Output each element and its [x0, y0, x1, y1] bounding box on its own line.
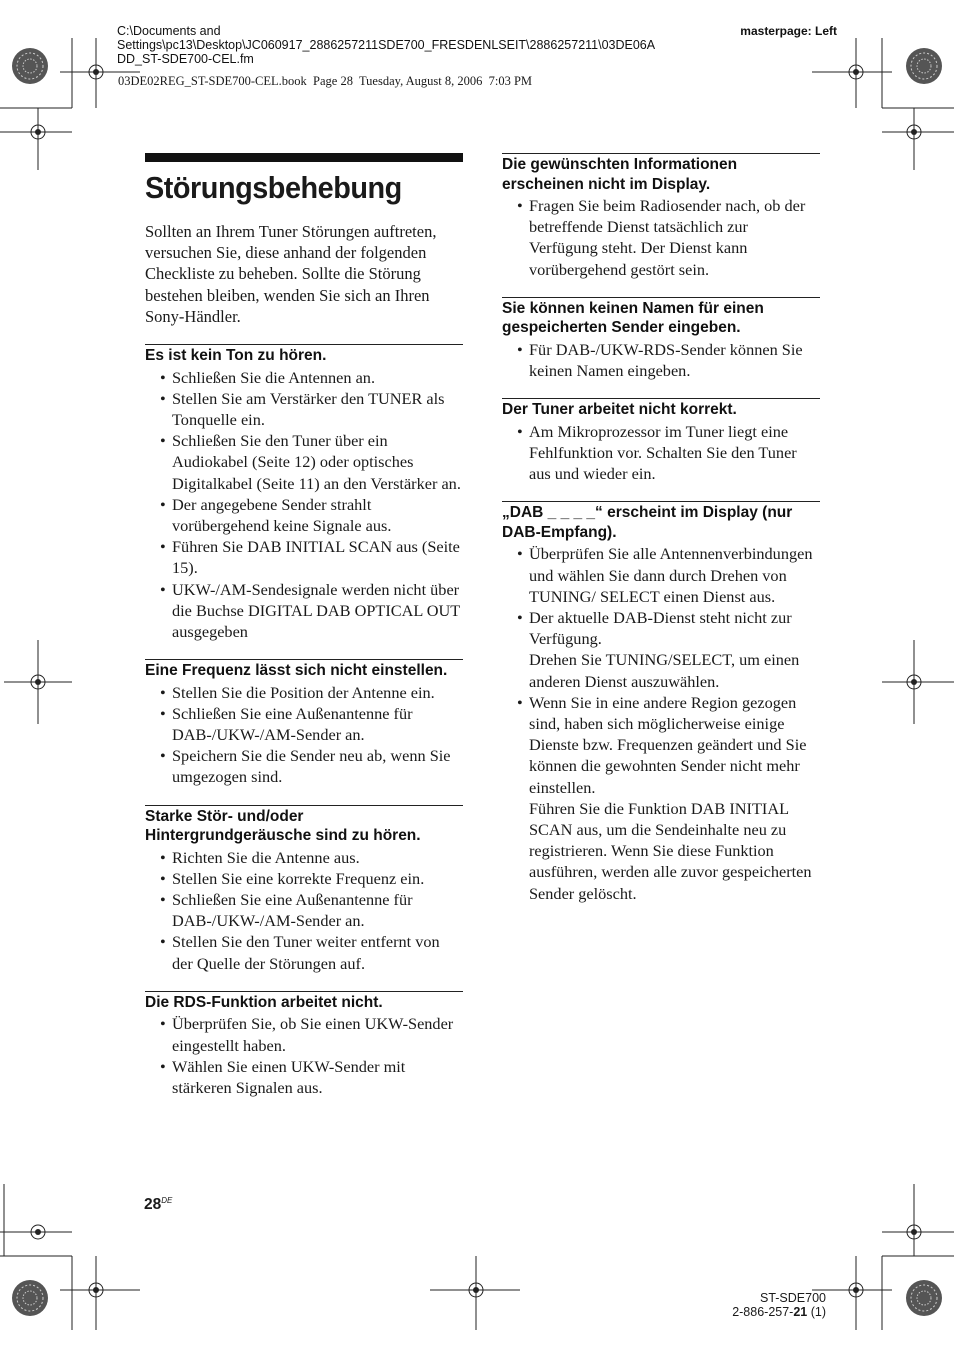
list-item [145, 745, 463, 787]
section [502, 153, 820, 280]
bullet-icon: • [160, 1014, 166, 1034]
section [502, 297, 820, 381]
list-item-text: Schließen Sie eine Außenantenne für DAB-/UKW-/AM-Sender an. [172, 703, 413, 745]
bullet-list [145, 1013, 463, 1098]
list-item-text: Speichern Sie die Sender neu ab, wenn Sie umgezogen sind. [172, 746, 451, 787]
bullet-icon: • [517, 196, 523, 215]
bullet-icon: • [160, 746, 166, 766]
list-item [145, 868, 463, 889]
section [145, 659, 463, 788]
section-heading: Der Tuner arbeitet nicht korrekt. [502, 401, 737, 419]
footer-code-suffix: (1) [807, 1305, 826, 1319]
bullet-icon: • [160, 431, 166, 451]
file-path-line: Settings\pc13\Desktop\JC060917_2886257211SDE700_FRESDENLSEIT\2886257211\03DE06A [117, 38, 656, 52]
list-item [145, 1056, 463, 1098]
list-item [502, 339, 820, 381]
list-item-text: Führen Sie die Funktion DAB INITIAL SCAN aus, um die Sendeinhalte neu zu registrieren. Wenn Sie diese Funktion ausführen, werden alle zuvor gespeicherten Sender gelöscht. [529, 798, 812, 903]
list-item-text: Der aktuelle DAB-Dienst steht nicht zur Verfügung. [529, 607, 792, 649]
bullet-list [502, 421, 820, 485]
footer-info [732, 1291, 826, 1319]
bullet-icon: • [160, 367, 166, 387]
section [502, 398, 820, 484]
bullet-list [145, 367, 463, 643]
bullet-icon: • [160, 932, 166, 952]
list-item-text: Richten Sie die Antenne aus. [172, 847, 360, 867]
right-sections [502, 153, 820, 904]
bullet-icon: • [160, 682, 166, 702]
section-heading: Es ist kein Ton zu hören. [145, 347, 327, 365]
section [145, 991, 463, 1098]
section [145, 805, 463, 974]
footer-code [732, 1305, 826, 1319]
section-heading: Starke Stör- und/oder Hintergrundgeräusche sind zu hören. [145, 807, 421, 845]
list-item [145, 889, 463, 931]
list-item [502, 195, 820, 280]
list-item [145, 430, 463, 494]
bullet-icon: • [160, 494, 166, 514]
right-column [502, 137, 820, 904]
footer-code-prefix: 2-886-257- [732, 1305, 794, 1319]
page-number [144, 1196, 172, 1214]
section-heading: Die RDS-Funktion arbeitet nicht. [145, 993, 383, 1011]
list-item [145, 388, 463, 430]
bullet-list [145, 847, 463, 974]
page-number-value: 28 [144, 1196, 162, 1214]
bullet-icon: • [160, 847, 166, 867]
book-info-line: 03DE02REG_ST-SDE700-CEL.book Page 28 Tuesday, August 8, 2006 7:03 PM [118, 74, 533, 88]
list-item-text: Stellen Sie den Tuner weiter entfernt von der Quelle der Störungen auf. [172, 932, 440, 973]
masterpage-label: masterpage: Left [740, 24, 837, 38]
bullet-icon: • [160, 388, 166, 408]
list-item-text: Wählen Sie einen UKW-Sender mit stärkeren Signalen aus. [172, 1056, 406, 1097]
list-item-text: Überprüfen Sie, ob Sie einen UKW-Sender eingestellt haben. [172, 1014, 454, 1055]
list-item-text: Schließen Sie eine Außenantenne für DAB-/UKW-/AM-Sender an. [172, 890, 413, 931]
bullet-icon: • [160, 868, 166, 888]
list-item-text: Der angegebene Sender strahlt vorübergehend keine Signale aus. [172, 494, 392, 535]
left-sections [145, 344, 463, 1098]
list-item [502, 421, 820, 485]
bullet-list [145, 682, 463, 788]
left-column [145, 153, 463, 1098]
list-item-text: Schließen Sie den Tuner über ein Audiokabel (Seite 12) oder optisches Digitalkabel (Seite 11) an den Verstärker an. [172, 431, 461, 493]
bullet-icon: • [517, 607, 523, 627]
bullet-icon: • [160, 703, 166, 723]
list-item [502, 607, 820, 692]
list-item-text: Überprüfen Sie alle Antennenverbindungen und wählen Sie dann durch Drehen von TUNING/ SELECT einen Dienst aus. [529, 544, 813, 606]
list-item [145, 847, 463, 868]
bullet-icon: • [517, 692, 523, 712]
list-item-text: Drehen Sie TUNING/SELECT, um einen anderen Dienst auszuwählen. [529, 650, 800, 691]
file-path-line: C:\Documents and [117, 24, 221, 38]
list-item-text: Für DAB-/UKW-RDS-Sender können Sie keinen Namen eingeben. [529, 339, 803, 381]
section-heading: Die gewünschten Informationen erscheinen nicht im Display. [502, 156, 738, 193]
page-number-suffix: DE [161, 1196, 173, 1205]
list-item-text: Fragen Sie beim Radiosender nach, ob der betreffende Dienst tatsächlich zur Verfügung steht. Der Dienst kann vorübergehend gestört sein. [529, 196, 806, 279]
bullet-icon: • [160, 890, 166, 910]
list-item [145, 682, 463, 703]
title-bar [145, 153, 463, 162]
bullet-icon: • [160, 579, 166, 599]
list-item-text: Wenn Sie in eine andere Region gezogen sind, haben sich möglicherweise einige Dienste bzw. Frequenzen geändert und Sie können die gewohnten Sender nicht mehr einstellen. [529, 692, 807, 797]
page-title: Störungsbehebung [145, 170, 402, 205]
list-item [145, 494, 463, 536]
footer-code-bold: 21 [793, 1305, 808, 1319]
list-item-text: Schließen Sie die Antennen an. [172, 367, 376, 387]
list-item-text: Führen Sie DAB INITIAL SCAN aus (Seite 15). [172, 537, 460, 578]
bullet-list [502, 543, 820, 903]
list-item-text: Stellen Sie eine korrekte Frequenz ein. [172, 868, 425, 888]
list-item [145, 536, 463, 578]
section [502, 501, 820, 903]
section [145, 344, 463, 642]
list-item [145, 367, 463, 388]
bullet-list [502, 195, 820, 280]
section-heading: „DAB _ _ _ _“ erscheint im Display (nur DAB-Empfang). [502, 504, 793, 541]
list-item-text: Stellen Sie die Position der Antenne ein. [172, 682, 435, 702]
bullet-icon: • [517, 339, 523, 359]
list-item [145, 579, 463, 643]
list-item [502, 692, 820, 904]
footer-model: ST-SDE700 [759, 1291, 826, 1305]
list-item [145, 703, 463, 745]
bullet-icon: • [160, 1056, 166, 1076]
bullet-icon: • [160, 537, 166, 557]
bullet-list [502, 339, 820, 381]
list-item-text: Stellen Sie am Verstärker den TUNER als Tonquelle ein. [172, 388, 445, 429]
intro-paragraph: Sollten an Ihrem Tuner Störungen auftreten, versuchen Sie, diese anhand der folgenden Checkliste zu beheben. Sollte die Störung bestehen bleiben, wenden Sie sich an Ihren Sony-Händler. [145, 222, 437, 326]
section-heading: Sie können keinen Namen für einen gespeicherten Sender eingeben. [502, 299, 764, 337]
list-item-text: UKW-/AM-Sendesignale werden nicht über die Buchse DIGITAL DAB OPTICAL OUT ausgegeben [172, 579, 460, 641]
list-item [145, 1013, 463, 1055]
section-heading: Eine Frequenz lässt sich nicht einstellen. [145, 662, 448, 680]
file-path-line: DD_ST-SDE700-CEL.fm [117, 52, 254, 66]
bullet-icon: • [517, 544, 523, 564]
list-item [145, 931, 463, 973]
list-item-text: Am Mikroprozessor im Tuner liegt eine Fehlfunktion vor. Schalten Sie den Tuner aus und wieder ein. [529, 421, 797, 484]
list-item [502, 543, 820, 607]
bullet-icon: • [517, 421, 523, 441]
